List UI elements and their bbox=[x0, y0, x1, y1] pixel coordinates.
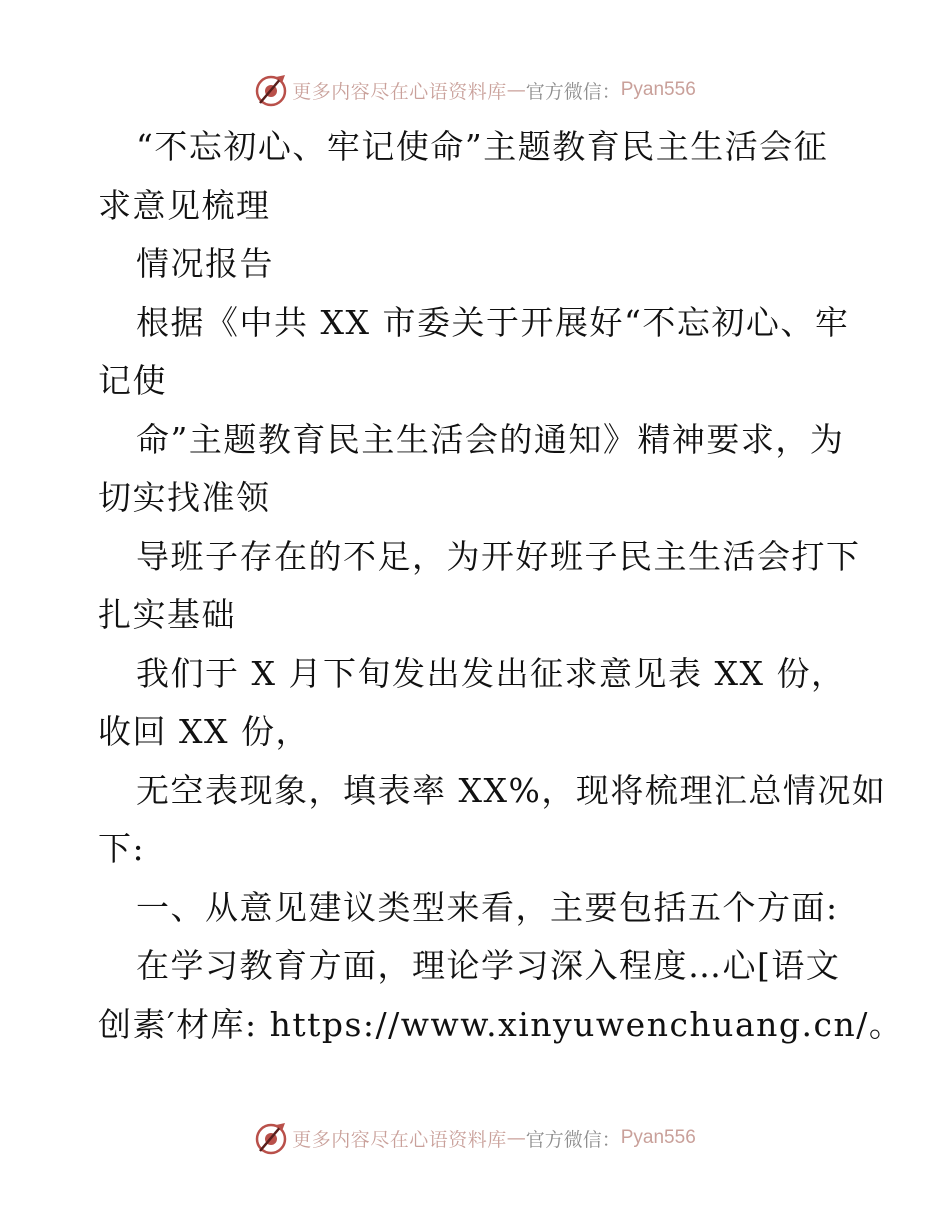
watermark-text: 更多内容尽在心语资料库 bbox=[292, 1128, 507, 1151]
quill-pen-logo-icon bbox=[254, 1121, 288, 1155]
watermark-official-label: 官方微信： bbox=[525, 1128, 621, 1151]
doc-title-line-1: “不忘初心、牢记使命”主题教育民主生活会征 bbox=[136, 127, 829, 166]
doc-paragraph-line: 命”主题教育民主生活会的通知》精神要求，为 bbox=[136, 419, 845, 459]
doc-subtitle: 情况报告 bbox=[136, 244, 274, 283]
watermark-separator: — bbox=[506, 1127, 526, 1149]
watermark-wechat-id: Pyan556 bbox=[620, 79, 696, 100]
doc-paragraph-line: 收回 XX 份， bbox=[98, 712, 310, 751]
doc-paragraph-line: 根据《中共 XX 市委关于开展好“不忘初心、牢 bbox=[136, 302, 850, 342]
watermark-text: 更多内容尽在心语资料库 bbox=[292, 80, 507, 103]
doc-paragraph-line: 导班子存在的不足，为开好班子民主生活会打下 bbox=[136, 536, 861, 576]
doc-title-line-2: 求意见梳理 bbox=[98, 185, 271, 225]
doc-paragraph-line: 创素′材库: https://www.xinyuwenchuang.cn/。 bbox=[98, 1004, 904, 1044]
footer-watermark bbox=[0, 1118, 950, 1158]
watermark-official-label: 官方微信： bbox=[525, 80, 621, 103]
doc-paragraph-line: 下: bbox=[98, 829, 146, 868]
doc-paragraph-line: 在学习教育方面，理论学习深入程度…心[语文 bbox=[136, 946, 841, 985]
doc-paragraph-line: 切实找准领 bbox=[98, 478, 271, 517]
doc-paragraph-line: 记使 bbox=[98, 361, 167, 400]
watermark-wechat-id: Pyan556 bbox=[620, 1127, 696, 1148]
doc-paragraph-line: 无空表现象，填表率 XX%，现将梳理汇总情况如 bbox=[136, 770, 887, 810]
watermark-separator: — bbox=[506, 79, 526, 101]
quill-pen-logo-icon bbox=[254, 73, 288, 107]
doc-paragraph-line: 扎实基础 bbox=[98, 595, 236, 634]
doc-paragraph-line: 我们于 X 月下旬发出发出征求意见表 XX 份， bbox=[136, 653, 846, 693]
document-body bbox=[98, 118, 904, 1054]
doc-section-heading: 一、从意见建议类型来看，主要包括五个方面: bbox=[136, 887, 839, 927]
header-watermark bbox=[0, 70, 950, 110]
